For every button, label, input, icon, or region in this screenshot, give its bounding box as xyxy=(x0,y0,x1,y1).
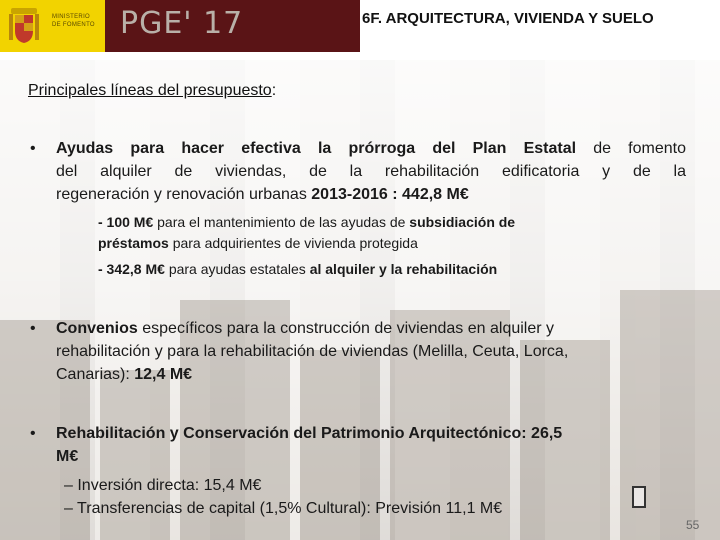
bullet-marker: • xyxy=(30,140,36,157)
text-run: específicos para la construcción de viviendas en alquiler y xyxy=(137,320,555,337)
subitem-line xyxy=(64,497,664,520)
text-run: subsidiación de xyxy=(409,214,516,230)
bullet-1-line xyxy=(56,183,686,206)
text-run: para ayudas estatales xyxy=(164,261,310,277)
text-run: Ayudas para hacer efectiva la prórroga del Plan Estatal xyxy=(56,140,577,157)
bullet-3-text xyxy=(56,422,686,468)
text-run: Canarias): xyxy=(56,366,135,383)
bullet-1-line xyxy=(56,137,686,160)
text-run: del alquiler de viviendas, de la rehabilitación edificatoria y de la xyxy=(56,163,686,180)
text-run: Rehabilitación y Conservación del Patrimonio Arquitectónico: 26,5 xyxy=(56,425,563,442)
text-run: rehabilitación y para la rehabilitación de viviendas (Melilla, Ceuta, Lorca, xyxy=(56,343,569,360)
bullet-2-line xyxy=(56,317,686,340)
text-run: – Transferencias de capital (1,5% Cultural): Previsión 11,1 M€ xyxy=(64,500,503,517)
text-run: Convenios xyxy=(56,320,138,337)
bullet-3-line xyxy=(56,422,686,445)
text-run: para adquirientes de vivienda protegida xyxy=(168,235,418,251)
bullet-1-line xyxy=(56,160,686,183)
text-run: - 100 M€ xyxy=(98,214,154,230)
text-run: - 342,8 M€ xyxy=(98,261,165,277)
bullet-marker: • xyxy=(30,425,36,442)
bullet-marker: • xyxy=(30,320,36,337)
text-run: préstamos xyxy=(98,235,169,251)
text-run: – Inversión directa: 15,4 M€ xyxy=(64,477,262,494)
text-run: 2013-2016 : 442,8 M€ xyxy=(311,186,469,203)
text-run: 12,4 M€ xyxy=(134,366,193,383)
placeholder-box xyxy=(632,486,646,508)
text-run: al alquiler y la rehabilitación xyxy=(309,261,498,277)
bullet-3-subitems xyxy=(64,474,664,520)
subitem-line xyxy=(98,233,658,254)
page-subtitle: Principales líneas del presupuesto: xyxy=(28,82,277,99)
ministry-line-1: MINISTERIO xyxy=(52,14,91,20)
text-run: de fomento xyxy=(576,140,686,157)
brand-title: PGE' 17 xyxy=(120,6,244,41)
bullet-2-line xyxy=(56,363,686,386)
text-run: M€ xyxy=(56,448,79,465)
bullet-1-text xyxy=(56,137,686,206)
ministry-line-2: DE FOMENTO xyxy=(52,22,95,28)
page-number: 55 xyxy=(686,518,700,532)
subitem-line xyxy=(98,212,658,233)
bullet-2-text xyxy=(56,317,686,386)
subitem-line xyxy=(64,474,664,497)
bullet-1-subitems xyxy=(98,212,658,280)
text-run: para el mantenimiento de las ayudas de xyxy=(153,214,410,230)
bullet-3-line xyxy=(56,445,686,468)
section-title: 6F. ARQUITECTURA, VIVIENDA Y SUELO xyxy=(362,10,654,27)
bullet-2-line xyxy=(56,340,686,363)
subitem-line xyxy=(98,259,658,280)
text-run: regeneración y renovación urbanas xyxy=(56,186,312,203)
